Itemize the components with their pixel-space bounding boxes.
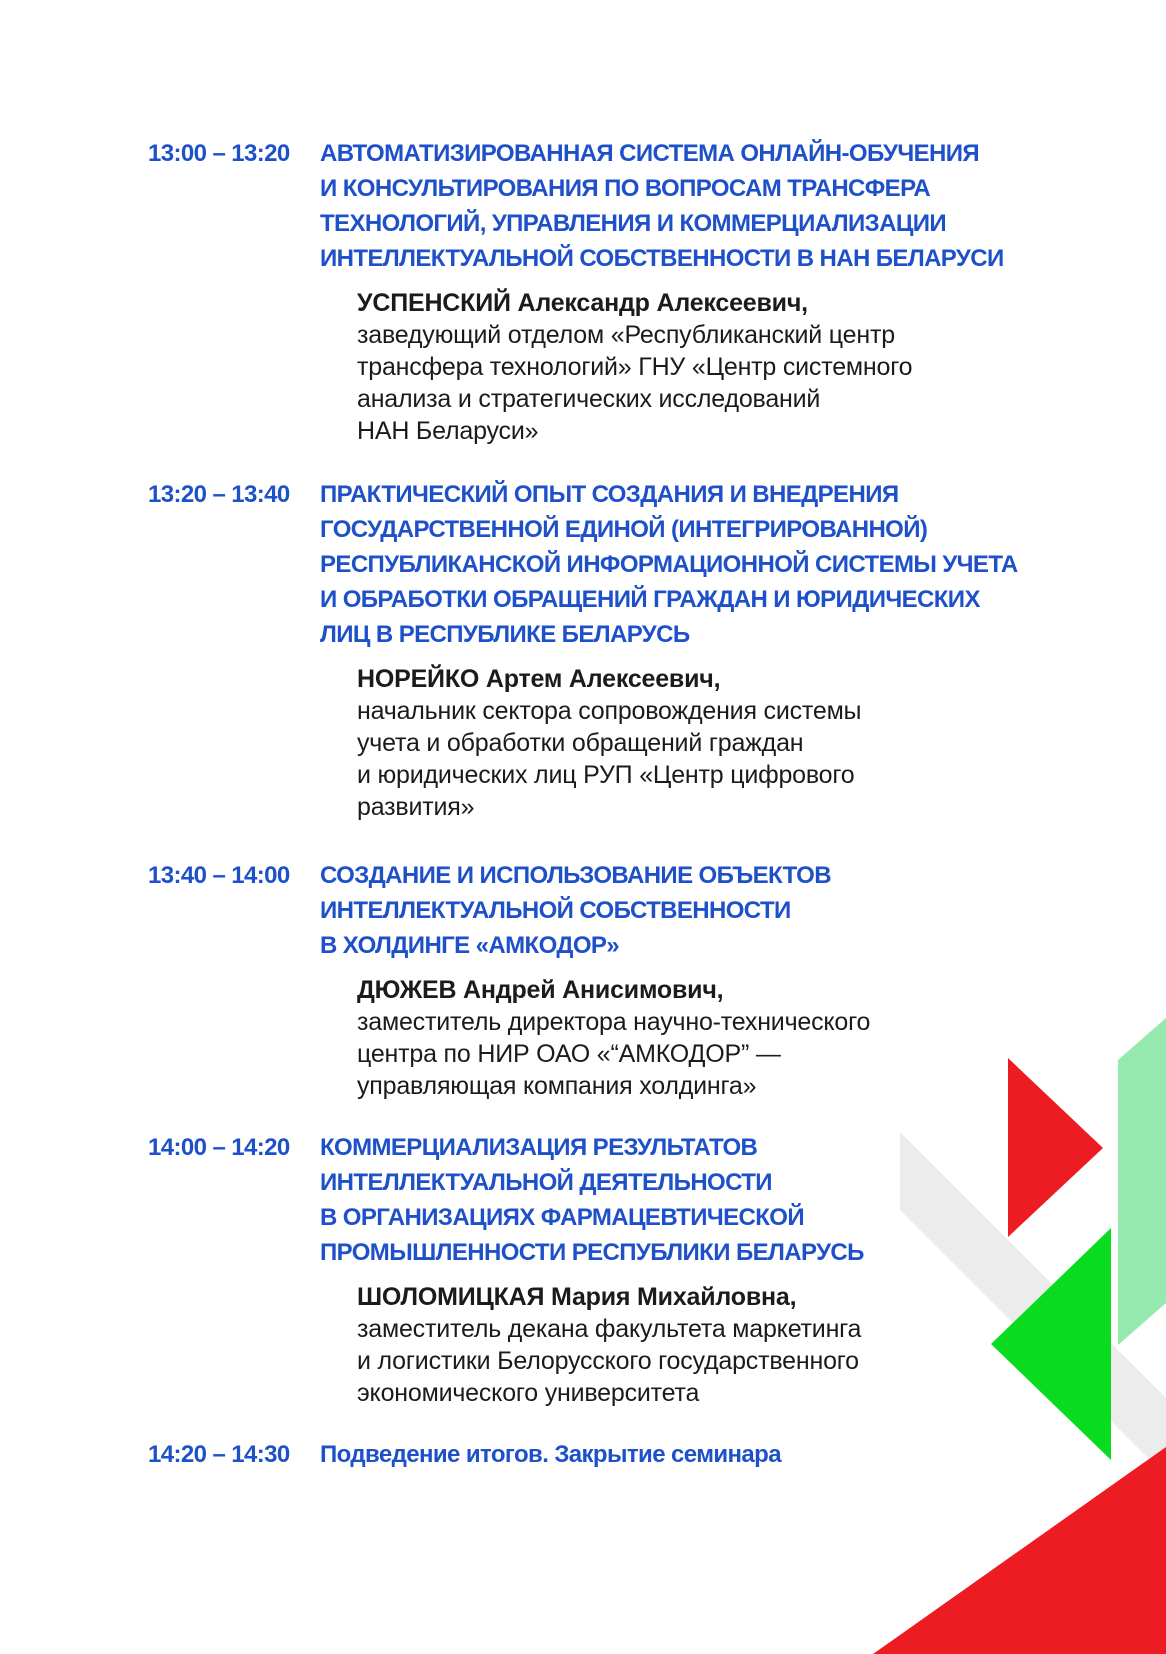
session-title-line: ТЕХНОЛОГИЙ, УПРАВЛЕНИЯ И КОММЕРЦИАЛИЗАЦИИ — [320, 210, 947, 237]
session-title — [320, 1130, 1166, 1270]
time-range: 14:20 – 14:30 — [148, 1441, 290, 1468]
session-title-line: ИНТЕЛЛЕКТУАЛЬНОЙ ДЕЯТЕЛЬНОСТИ — [320, 1169, 772, 1196]
speaker-role-line: и логистики Белорусского государственного — [357, 1347, 859, 1375]
session-title — [320, 136, 1166, 276]
schedule-item-1 — [148, 136, 1166, 447]
session-title-line: АВТОМАТИЗИРОВАННАЯ СИСТЕМА ОНЛАЙН-ОБУЧЕНИЯ — [320, 140, 980, 167]
session-title-line: В ХОЛДИНГЕ «АМКОДОР» — [320, 932, 620, 959]
speaker — [357, 974, 1166, 1102]
session-title-line: В ОРГАНИЗАЦИЯХ ФАРМАЦЕВТИЧЕСКОЙ — [320, 1204, 805, 1231]
session-title-line: ИНТЕЛЛЕКТУАЛЬНОЙ СОБСТВЕННОСТИ В НАН БЕЛАРУСИ — [320, 245, 1004, 272]
speaker-role-line: экономического университета — [357, 1379, 700, 1407]
session-title-line: И ОБРАБОТКИ ОБРАЩЕНИЙ ГРАЖДАН И ЮРИДИЧЕСКИХ — [320, 586, 980, 613]
session-title-line: ИНТЕЛЛЕКТУАЛЬНОЙ СОБСТВЕННОСТИ — [320, 897, 791, 924]
session-title — [320, 477, 1166, 652]
speaker-name: НОРЕЙКО Артем Алексеевич, — [357, 665, 721, 693]
speaker — [357, 663, 1166, 823]
schedule-item-2 — [148, 477, 1166, 823]
session-title-line: РЕСПУБЛИКАНСКОЙ ИНФОРМАЦИОННОЙ СИСТЕМЫ УЧЕТА — [320, 551, 1018, 578]
speaker-role-line: развития» — [357, 793, 475, 821]
session-title-line: ГОСУДАРСТВЕННОЙ ЕДИНОЙ (ИНТЕГРИРОВАННОЙ) — [320, 516, 928, 543]
time-range: 13:40 – 14:00 — [148, 862, 290, 889]
session-title-line: ПРАКТИЧЕСКИЙ ОПЫТ СОЗДАНИЯ И ВНЕДРЕНИЯ — [320, 481, 899, 508]
session-title — [320, 858, 1166, 963]
speaker — [357, 287, 1166, 447]
speaker-role-line: и юридических лиц РУП «Центр цифрового — [357, 761, 855, 789]
speaker-role-line: трансфера технологий» ГНУ «Центр системного — [357, 353, 913, 381]
closing-title-line: Подведение итогов. Закрытие семинара — [320, 1441, 781, 1468]
session-title-line: КОММЕРЦИАЛИЗАЦИЯ РЕЗУЛЬТАТОВ — [320, 1134, 758, 1161]
session-title-line: И КОНСУЛЬТИРОВАНИЯ ПО ВОПРОСАМ ТРАНСФЕРА — [320, 175, 931, 202]
time-range: 13:00 – 13:20 — [148, 140, 290, 167]
session-title-line: СОЗДАНИЕ И ИСПОЛЬЗОВАНИЕ ОБЪЕКТОВ — [320, 862, 831, 889]
speaker-name: ШОЛОМИЦКАЯ Мария Михайловна, — [357, 1283, 797, 1311]
schedule-item-5 — [148, 1437, 1166, 1472]
session-title-line: ПРОМЫШЛЕННОСТИ РЕСПУБЛИКИ БЕЛАРУСЬ — [320, 1239, 864, 1266]
speaker-name: ДЮЖЕВ Андрей Анисимович, — [357, 976, 724, 1004]
time-range: 13:20 – 13:40 — [148, 481, 290, 508]
speaker-role-line: заместитель директора научно-технического — [357, 1008, 871, 1036]
speaker-role-line: учета и обработки обращений граждан — [357, 729, 804, 757]
session-title-line: ЛИЦ В РЕСПУБЛИКЕ БЕЛАРУСЬ — [320, 621, 690, 648]
speaker-role-line: начальник сектора сопровождения системы — [357, 697, 862, 725]
speaker-role-line: центра по НИР ОАО «“АМКОДОР” — — [357, 1040, 781, 1068]
speaker-role-line: управляющая компания холдинга» — [357, 1072, 757, 1100]
speaker-role-line: НАН Беларуси» — [357, 417, 539, 445]
speaker-role-line: заместитель декана факультета маркетинга — [357, 1315, 862, 1343]
time-range: 14:00 – 14:20 — [148, 1134, 290, 1161]
speaker-role-line: анализа и стратегических исследований — [357, 385, 821, 413]
schedule-item-3 — [148, 858, 1166, 1102]
decor-bottom-red-triangle — [873, 1447, 1166, 1654]
speaker-role-line: заведующий отделом «Республиканский центр — [357, 321, 895, 349]
closing-title — [320, 1437, 1166, 1472]
speaker — [357, 1281, 1166, 1409]
speaker-name: УСПЕНСКИЙ Александр Алексеевич, — [357, 289, 808, 317]
schedule-item-4 — [148, 1130, 1166, 1409]
